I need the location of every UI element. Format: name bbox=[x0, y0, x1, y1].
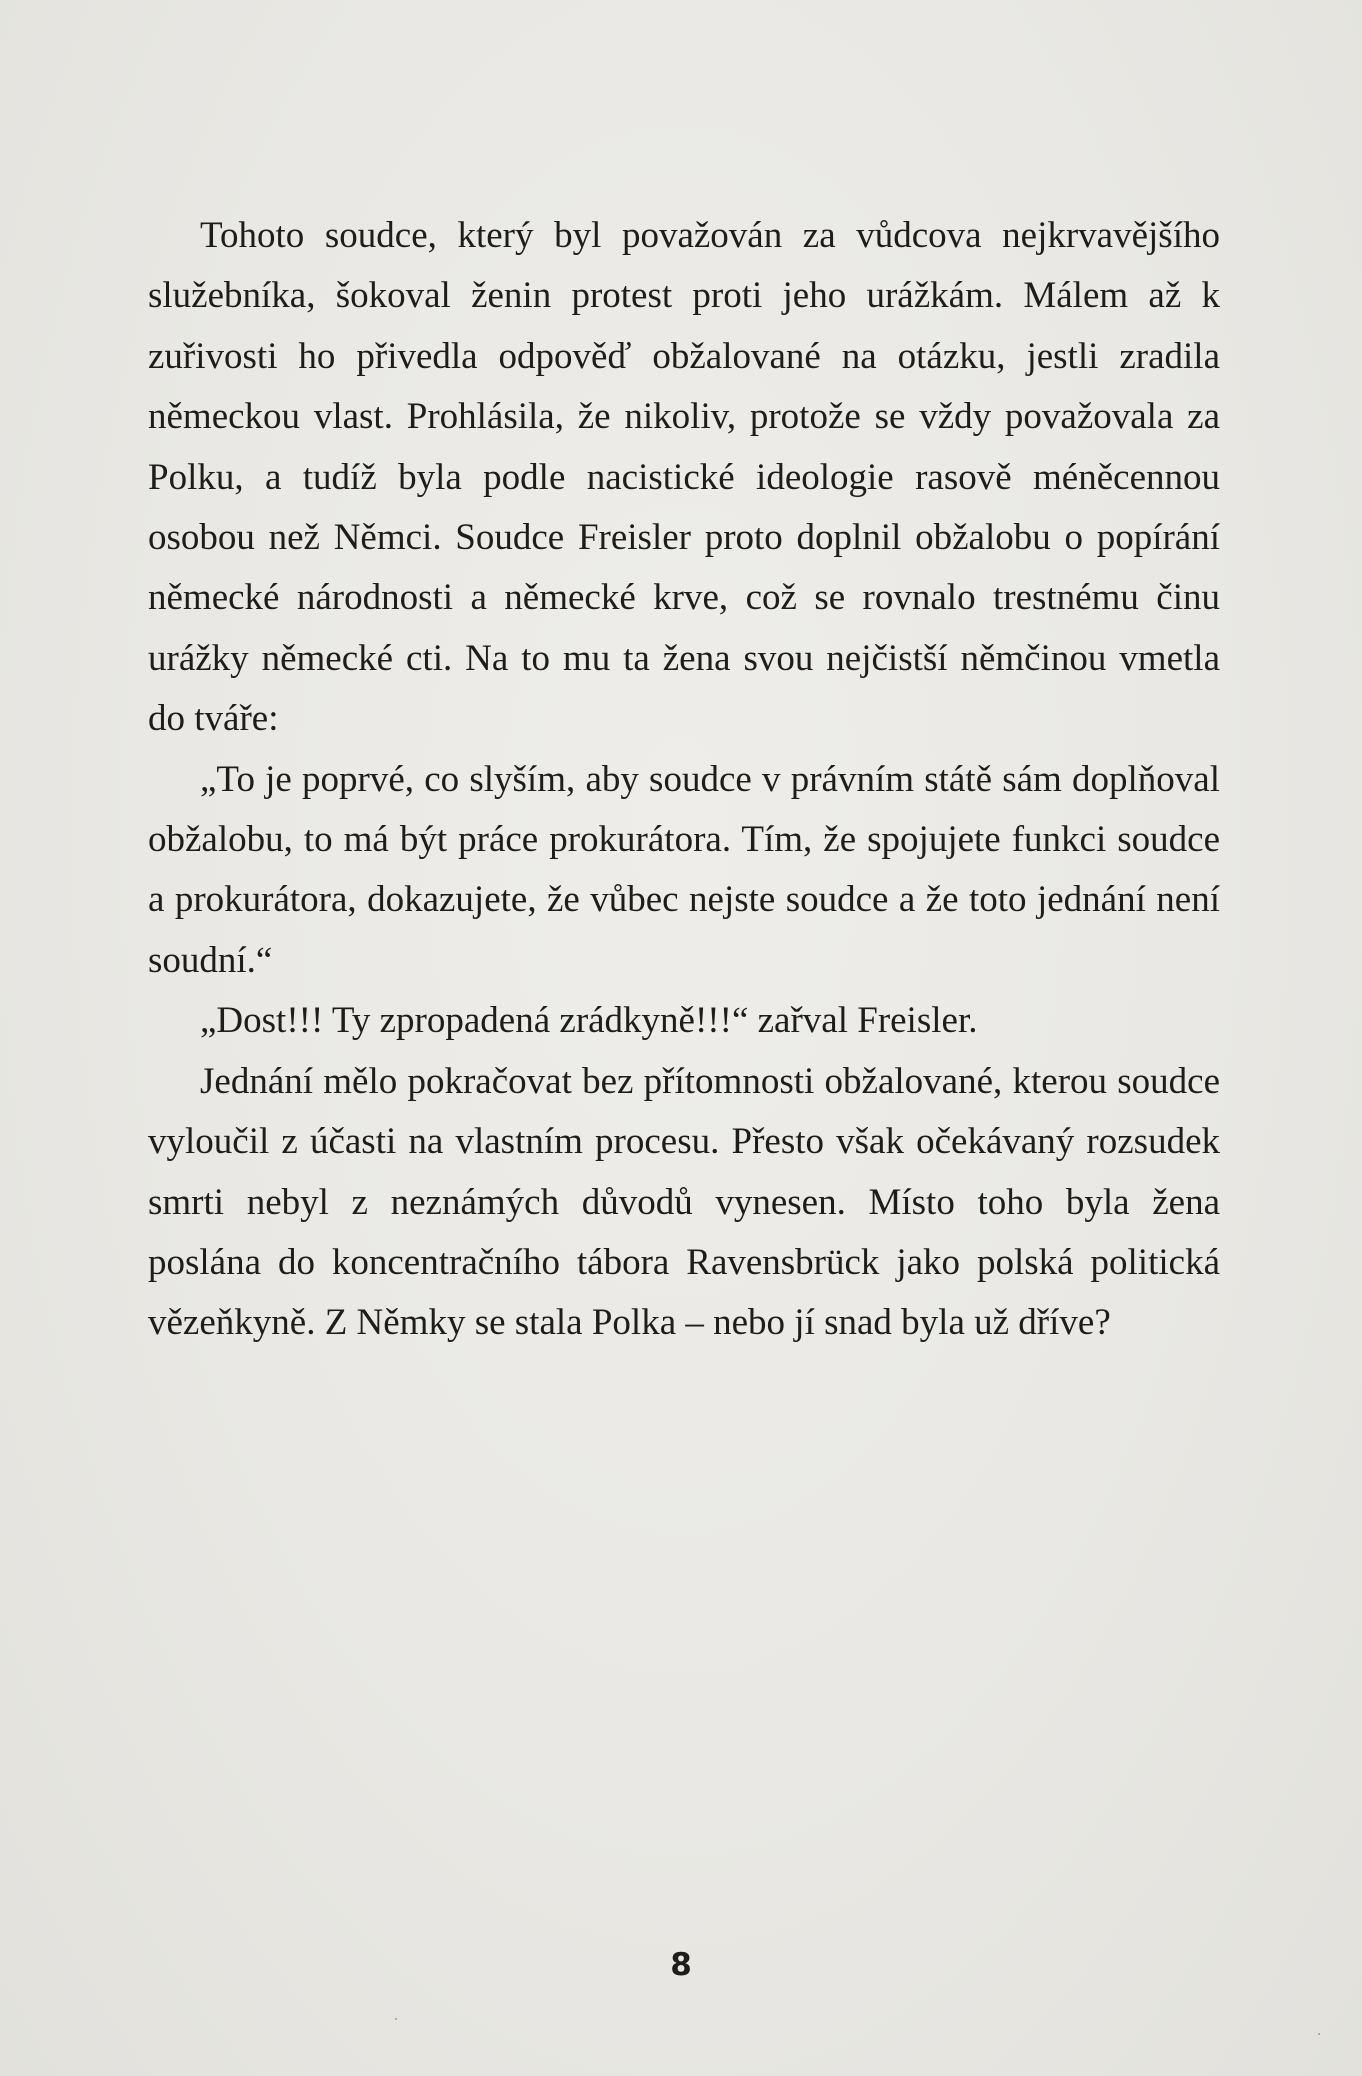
paper-speck bbox=[395, 2018, 397, 2020]
page-number: 8 bbox=[670, 1947, 692, 1983]
body-text bbox=[148, 206, 1220, 1354]
paragraph-defendant-quote: „To je poprvé, co slyším, aby soudce v právním státě sám doplňoval obžalobu, to má být práce prokurátora. Tím, že spojujete funkci soudce a prokurátora, dokazujete, že vůbec nejste soudce a že toto jednání není soudní.“ bbox=[148, 758, 1220, 981]
paragraph-trial-protest: Tohoto soudce, který byl považován za vůdcova nejkrvavějšího služebníka, šokoval ženin protest proti jeho urážkám. Málem až k zuřivosti ho přivedla odpověď obžalované na otázku, jestli zradila německou vlast. Prohlásila, že nikoliv, protože se vždy považovala za Polku, a tudíž byla podle nacistické ideologie rasově méněcennou osobou než Němci. Soudce Freisler proto doplnil obžalobu o popírání německé národnosti a německé krve, což se rovnalo trestnému činu urážky německé cti. Na to mu ta žena svou nejčistší němčinou vmetla do tváře: bbox=[148, 215, 1220, 740]
paragraph-verdict: Jednání mělo pokračovat bez přítomnosti obžalované, kterou soudce vyloučil z účasti na vlastním procesu. Přesto však očekávaný rozsudek smrti nebyl z neznámých důvodů vynesen. Místo toho byla žena poslána do koncentračního tábora Ravensbrück jako polská politická vězeňkyně. Z Němky se stala Polka – nebo jí snad byla už dříve? bbox=[148, 1060, 1220, 1344]
paragraph-freisler-outburst: „Dost!!! Ty zpropadená zrádkyně!!!“ zařval Freisler. bbox=[200, 1000, 978, 1042]
paper-speck bbox=[1318, 2033, 1320, 2035]
